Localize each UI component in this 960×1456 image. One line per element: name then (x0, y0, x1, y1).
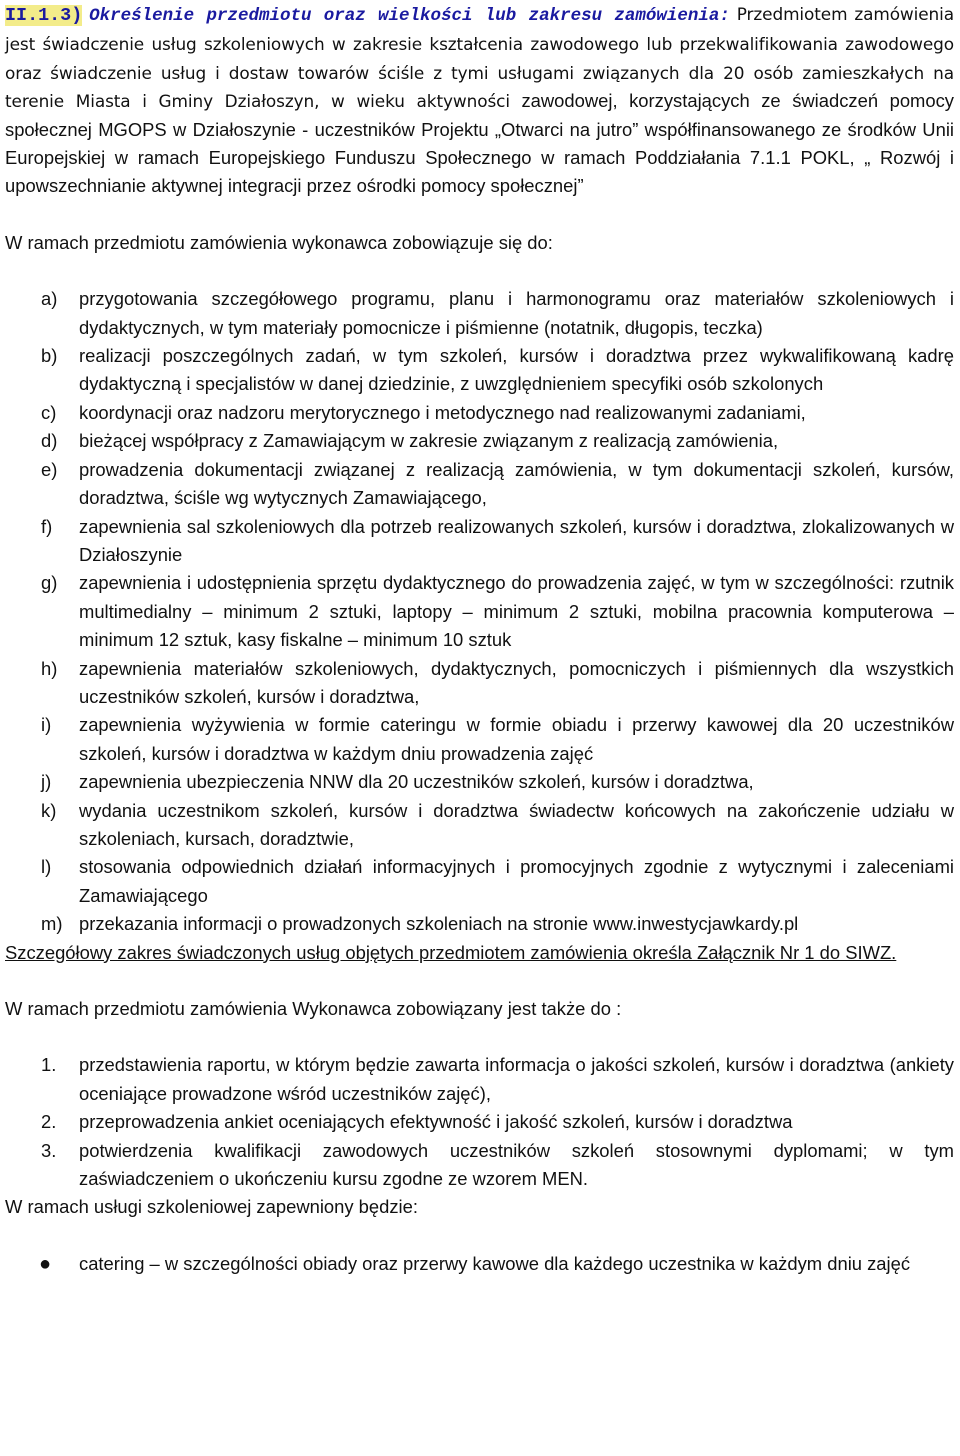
obligation-item (5, 655, 954, 712)
additional-obligation-item (5, 1137, 954, 1194)
spacer (5, 257, 954, 285)
list-marker: 2. (41, 1111, 57, 1133)
list-item-text: bieżącej współpracy z Zamawiającym w zakresie związanym z realizacją zamówienia, (79, 430, 779, 452)
section-number: II.1.3) (5, 5, 83, 26)
list-item-text: koordynacji oraz nadzoru merytorycznego i metodycznego nad realizowanymi zadaniami, (79, 401, 806, 423)
list-item-text: stosowania odpowiednich działań informacyjnych i promocyjnych zgodnie z wytycznymi i zaleceniami Zamawiającego (79, 856, 954, 906)
obligation-item (5, 853, 954, 910)
list-marker: k) (41, 799, 57, 821)
list-marker: g) (41, 572, 58, 594)
numbered-list (5, 1051, 954, 1193)
list-item-text: zapewnienia i udostępnienia sprzętu dydaktycznego do prowadzenia zajęć, w tym w szczególności: rzutnik multimedialny – minimum 2 sztuki, laptopy – minimum 2 sztuki, mobilna pracownia komputerowa – minimum 12 sztuk, kasy fiskalne – minimum 10 sztuk (79, 572, 954, 651)
list-item-text: catering – w szczególności obiady oraz przerwy kawowe dla każdego uczestnika w każdym dniu zajęć (79, 1252, 911, 1274)
list-marker: d) (41, 430, 58, 452)
obligation-item (5, 342, 954, 399)
intro-obligations: W ramach przedmiotu zamówienia wykonawca zobowiązuje się do: (5, 231, 553, 253)
list-marker: c) (41, 401, 57, 423)
list-item-text: realizacji poszczególnych zadań, w tym szkoleń, kursów i doradztwa przez wykwalifikowaną kadrę dydaktyczną i specjalistów w danej dziedzinie, z uwzględnieniem specyfiki osób szkolonych (79, 345, 954, 395)
spacer (5, 967, 954, 995)
list-marker: ● (39, 1252, 52, 1275)
obligation-item (5, 285, 954, 342)
list-item-text: zapewnienia ubezpieczenia NNW dla 20 uczestników szkoleń, kursów i doradztwa, (79, 771, 754, 793)
list-marker: 3. (41, 1139, 57, 1161)
section-continuation: zawodowej, korzystających ze świadczeń pomocy społecznej MGOPS w Działoszynie - uczestników Projektu „Otwarci na jutro” współfinansowanego ze środków Unii Europejskiej w ramach Europejskiego Funduszu Społecznego w ramach Poddziałania 7.1.1 POKL, „ Rozwój i upowszechnianie aktywnej integracji przez ośrodki pomocy społecznej” (5, 90, 954, 197)
obligation-item (5, 513, 954, 570)
list-item-text: prowadzenia dokumentacji związanej z realizacją zamówienia, w tym dokumentacji szkoleń, kursów, doradztwa, ściśle wg wytycznych Zamawiającego, (79, 458, 954, 509)
list-item-text: wydania uczestnikom szkoleń, kursów i doradztwa świadectw końcowych na zakończenie udziału w szkoleniach, kursach, doradztwie, (79, 799, 954, 849)
list-item-text: zapewnienia materiałów szkoleniowych, dydaktycznych, pomocniczych i piśmiennych dla wszystkich uczestników szkoleń, kursów i doradztwa, (79, 657, 954, 707)
bullet-list (5, 1250, 954, 1278)
obligation-item (5, 711, 954, 768)
spacer (5, 1023, 954, 1051)
list-item-text: przygotowania szczegółowego programu, planu i harmonogramu oraz materiałów szkoleniowych i dydaktycznych, w tym materiały pomocnicze i piśmienne (notatnik, długopis, teczka) (79, 288, 954, 338)
obligation-item (5, 910, 954, 938)
section-body-line-3: przekwalifikowania zawodowego oraz świadczenie usług i dostaw towarów ściśle z tymi usługami (5, 34, 954, 83)
section-body-line-2: zamówienia jest świadczenie usług szkoleniowych w zakresie kształcenia zawodowego lub (5, 4, 954, 55)
obligation-item (5, 768, 954, 796)
list-marker: j) (41, 771, 52, 793)
intro-additional-obligations: W ramach przedmiotu zamówienia Wykonawca zobowiązany jest także do : (5, 998, 622, 1019)
list-item-text: przekazania informacji o prowadzonych szkoleniach na stronie www.inwestycjawkardy.pl (79, 913, 799, 935)
obligation-item (5, 427, 954, 455)
spacer (5, 1222, 954, 1250)
details-note: Szczegółowy zakres świadczonych usług objętych przedmiotem zamówienia określa Załącznik Nr 1 do SIWZ. (5, 941, 897, 963)
list-marker: a) (41, 288, 58, 310)
list-item-text: potwierdzenia kwalifikacji zawodowych uczestników szkoleń stosownymi dyplomami; w tym zaświadczeniem o ukończeniu kursu zgodne ze wzorem MEN. (79, 1139, 954, 1190)
obligation-item (5, 569, 954, 654)
section-title: Określenie przedmiotu oraz wielkości lub zakresu zamówienia: (89, 6, 730, 26)
alpha-list (5, 285, 954, 938)
list-item-text: przeprowadzenia ankiet oceniających efektywność i jakość szkoleń, kursów i doradztwa (79, 1111, 793, 1133)
additional-obligation-item (5, 1108, 954, 1136)
section-body-line-4: związanych dla 20 osób zamieszkałych na terenie Miasta i Gminy Działoszyn, w wieku aktywności (5, 62, 954, 112)
spacer (5, 201, 954, 229)
intro-training-service: W ramach usługi szkoleniowej zapewniony będzie: (5, 1196, 418, 1218)
list-item-text: przedstawienia raportu, w którym będzie zawarta informacja o jakości szkoleń, kursów i doradztwa (ankiety oceniające prowadzone wśród uczestników zajęć), (79, 1054, 954, 1104)
section-heading-paragraph (5, 0, 954, 201)
list-marker: f) (41, 515, 53, 537)
obligation-item (5, 797, 954, 854)
section-body-line-1: Przedmiotem (736, 4, 848, 24)
list-item-text: zapewnienia sal szkoleniowych dla potrzeb realizowanych szkoleń, kursów i doradztwa, zlokalizowanych w Działoszynie (79, 515, 954, 565)
list-marker: h) (41, 657, 58, 679)
list-marker: e) (41, 458, 58, 480)
list-marker: m) (41, 913, 63, 935)
additional-obligation-item (5, 1051, 954, 1108)
obligation-item (5, 399, 954, 427)
list-marker: l) (41, 856, 52, 878)
list-item-text: zapewnienia wyżywienia w formie cateringu w formie obiadu i przerwy kawowej dla 20 uczestników szkoleń, kursów i doradztwa w każdym dniu prowadzenia zajęć (79, 714, 954, 764)
list-marker: 1. (41, 1054, 57, 1076)
list-marker: i) (41, 714, 52, 736)
service-bullet-item (5, 1250, 954, 1278)
list-marker: b) (41, 345, 58, 367)
obligation-item (5, 456, 954, 513)
